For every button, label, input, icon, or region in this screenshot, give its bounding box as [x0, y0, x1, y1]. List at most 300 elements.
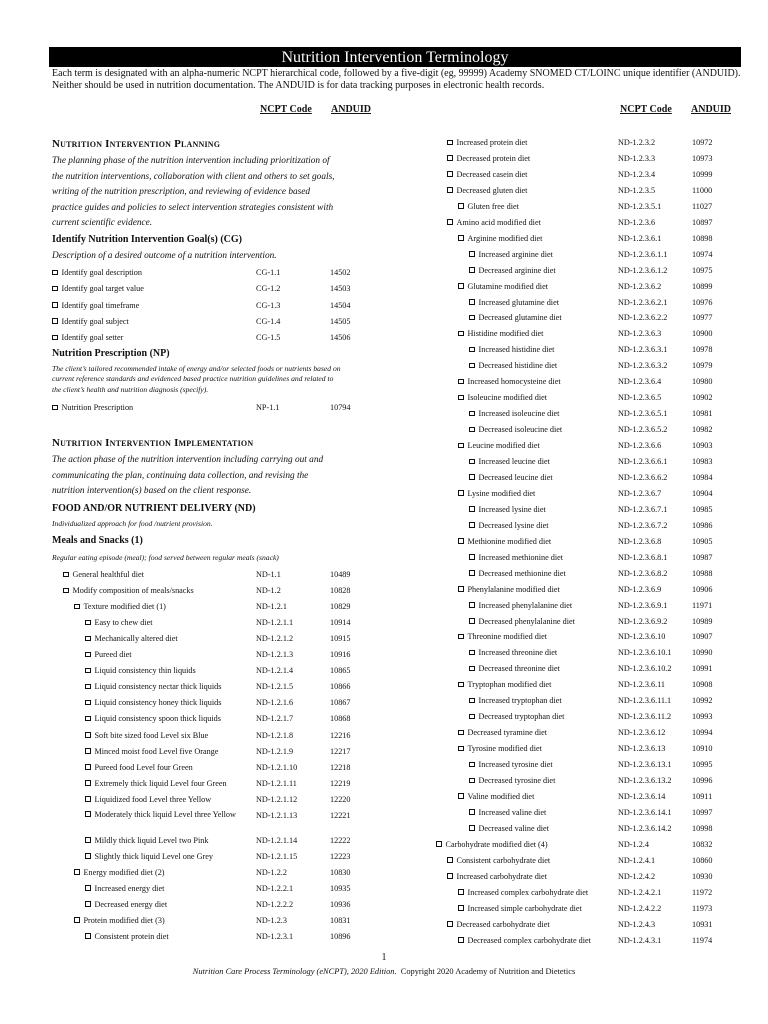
np-heading: Nutrition Prescription (NP)	[52, 348, 170, 359]
checkbox-icon	[469, 251, 475, 257]
checkbox-icon	[469, 762, 475, 768]
intro-text: Each term is designated with an alpha-numeric NCPT hierarchical code, followed by a five-digit (eg, 99999) Academy SNOMED CT/LOINC unique identifier (ANDUID). Neither should be used in nutrition documentation. The ANDUID is for data tracking purposes in electronic health records.	[52, 68, 741, 91]
term-text: Increased methionine diet	[478, 552, 564, 562]
anduid: 14506	[330, 333, 351, 343]
anduid: 10907	[692, 632, 713, 642]
term-label	[469, 646, 557, 659]
term-label	[458, 391, 547, 404]
anduid: 10868	[330, 714, 351, 724]
anduid: 12219	[330, 778, 351, 788]
checkbox-icon	[52, 318, 58, 324]
checkbox-icon	[52, 302, 58, 308]
term-row	[458, 902, 713, 915]
term-text: Increased arginine diet	[478, 249, 553, 259]
checkbox-icon	[85, 837, 91, 843]
term-label	[85, 777, 227, 790]
term-row	[63, 568, 351, 581]
term-row	[85, 777, 351, 790]
anduid: 11974	[692, 935, 713, 945]
left-ncpt-code-header: NCPT Code	[260, 104, 312, 115]
term-row	[458, 375, 713, 388]
ncpt-code: ND-1.2.3	[256, 915, 287, 925]
anduid: 11973	[692, 903, 713, 913]
checkbox-icon	[469, 650, 475, 656]
checkbox-icon	[458, 283, 464, 289]
checkbox-icon	[52, 270, 58, 276]
term-row	[52, 299, 351, 312]
checkbox-icon	[85, 636, 91, 642]
ncpt-code: ND-1.2.3.6.8.1	[618, 552, 668, 562]
term-text: Increased tryptophan diet	[478, 696, 562, 706]
term-label	[458, 583, 560, 596]
ncpt-code: ND-1.2.3.6.6.1	[618, 457, 668, 466]
anduid: 10914	[330, 618, 351, 628]
term-label	[447, 152, 530, 165]
term-row	[85, 761, 351, 774]
term-row	[458, 726, 713, 739]
anduid: 10860	[692, 855, 713, 865]
term-text: Easy to chew diet	[94, 618, 153, 628]
term-label	[458, 327, 543, 340]
term-row	[85, 664, 351, 677]
term-label	[85, 712, 221, 725]
term-label	[458, 487, 535, 500]
term-label	[458, 678, 551, 691]
ncpt-code: ND-1.2.3.6.7.1	[618, 504, 668, 514]
ncpt-code: ND-1.2.3.4	[618, 169, 656, 179]
meals-heading: Meals and Snacks (1)	[52, 535, 143, 546]
term-text: Decreased energy diet	[94, 899, 168, 909]
anduid: 10905	[692, 536, 713, 546]
anduid: 10866	[330, 682, 351, 692]
anduid: 10908	[692, 680, 713, 690]
term-row	[458, 934, 713, 947]
term-label	[469, 296, 559, 309]
nd-description: Individualized approach for food /nutrient provision.	[52, 519, 213, 528]
term-label	[85, 696, 221, 709]
anduid: 12222	[330, 835, 351, 845]
term-row	[85, 729, 351, 742]
term-label	[74, 914, 165, 927]
term-row	[458, 280, 713, 293]
ncpt-code: ND-1.2.2.1	[256, 883, 294, 893]
term-row	[85, 882, 351, 895]
term-text: Texture modified diet (1)	[83, 602, 166, 612]
term-row	[469, 646, 713, 659]
ncpt-code: ND-1.2.3.6.3.2	[618, 361, 668, 371]
term-row	[458, 583, 713, 596]
term-label	[447, 216, 541, 229]
checkbox-icon	[447, 219, 453, 225]
term-row	[85, 696, 351, 709]
term-text: Liquid consistency honey thick liquids	[94, 698, 222, 708]
ncpt-code: ND-1.2.3.5.1	[618, 201, 662, 211]
checkbox-icon	[458, 793, 464, 799]
term-label	[469, 822, 549, 835]
term-row	[469, 423, 713, 436]
anduid: 10981	[692, 409, 713, 419]
anduid: 10991	[692, 664, 713, 674]
anduid: 10832	[692, 839, 713, 849]
term-label	[458, 200, 519, 213]
anduid: 12220	[330, 794, 351, 804]
term-text: Pureed food Level four Green	[94, 762, 193, 772]
term-row	[74, 866, 351, 879]
ncpt-code: ND-1.2.3.6.13.2	[618, 776, 672, 785]
anduid: 10988	[692, 568, 713, 578]
term-row	[458, 487, 713, 500]
term-label	[469, 774, 555, 787]
term-row	[85, 930, 351, 943]
term-row	[63, 584, 351, 597]
anduid: 10899	[692, 281, 713, 291]
term-row	[447, 216, 713, 229]
term-text: Decreased histidine diet	[478, 361, 558, 371]
implementation-description: The action phase of the nutrition intervention including carrying out and communicating the plan, continuing data collection, and revising the nutrition intervention(s) based on the client response.	[52, 455, 324, 497]
anduid: 10903	[692, 441, 713, 451]
anduid: 10911	[692, 791, 713, 801]
checkbox-icon	[469, 602, 475, 608]
nd-heading: FOOD AND/OR NUTRIENT DELIVERY (ND)	[52, 503, 256, 514]
term-label	[458, 902, 582, 915]
term-text: Modify composition of meals/snacks	[72, 586, 194, 596]
term-row	[458, 200, 713, 213]
ncpt-code: ND-1.2.3.6.1.2	[618, 265, 668, 275]
ncpt-code: ND-1.2.3.6.9.1	[618, 600, 668, 610]
anduid: 10996	[692, 776, 713, 785]
term-text: Increased carbohydrate diet	[456, 871, 547, 881]
term-label	[458, 535, 551, 548]
planning-description: The planning phase of the nutrition intervention including prioritization of the nutrition interventions, collaboration with client and others to set goals, writing of the nutrition prescription, and reviewing of evidence based practice guides and policies to select intervention strategies consistent with current scientific evidence.	[52, 156, 335, 229]
term-label	[85, 898, 167, 911]
checkbox-icon	[469, 778, 475, 784]
ncpt-code: ND-1.2.1.4	[256, 666, 294, 676]
term-label	[85, 745, 218, 758]
checkbox-icon	[85, 933, 91, 939]
anduid: 11972	[692, 887, 713, 897]
right-ncpt-code-header: NCPT Code	[620, 104, 672, 115]
term-text: Phenylalanine modified diet	[467, 584, 560, 594]
anduid: 10829	[330, 602, 351, 612]
checkbox-icon	[469, 459, 475, 465]
ncpt-code: ND-1.2.3.6.14	[618, 791, 666, 801]
implementation-heading: Nutrition Intervention Implementation	[52, 437, 254, 449]
term-label	[85, 810, 250, 820]
term-text: Identify goal description	[61, 268, 142, 277]
checkbox-icon	[469, 363, 475, 369]
term-label	[52, 401, 133, 414]
term-row	[469, 359, 713, 372]
term-label	[52, 282, 144, 295]
checkbox-icon	[469, 825, 475, 831]
term-text: Increased tyrosine diet	[478, 760, 553, 770]
ncpt-code: ND-1.2.3.6.3.1	[618, 345, 668, 355]
term-text: Increased glutamine diet	[478, 297, 559, 307]
term-row	[458, 327, 713, 340]
term-label	[469, 503, 546, 516]
checkbox-icon	[52, 405, 58, 411]
ncpt-code: ND-1.2.4.1	[618, 855, 656, 865]
term-label	[469, 567, 566, 580]
term-label	[469, 471, 553, 484]
term-label	[458, 439, 540, 452]
term-text: Decreased methionine diet	[478, 568, 566, 578]
term-label	[85, 616, 152, 629]
term-row	[85, 809, 351, 835]
term-label	[52, 315, 129, 328]
term-label	[469, 359, 557, 372]
ncpt-code: ND-1.2.1.10	[256, 762, 298, 772]
term-row	[85, 632, 351, 645]
term-text: Increased histidine diet	[478, 345, 555, 355]
term-text: Increased energy diet	[94, 883, 165, 893]
ncpt-code: ND-1.2.1.12	[256, 794, 298, 804]
anduid: 10998	[692, 823, 713, 833]
anduid: 10906	[692, 584, 713, 594]
term-label	[458, 280, 548, 293]
anduid: 10794	[330, 403, 351, 412]
checkbox-icon	[447, 921, 453, 927]
term-text: Increased threonine diet	[478, 648, 558, 658]
term-row	[85, 793, 351, 806]
term-label	[52, 331, 123, 344]
anduid: 10989	[692, 616, 713, 626]
term-row	[469, 615, 713, 628]
term-row	[85, 834, 351, 847]
term-row	[469, 551, 713, 564]
checkbox-icon	[469, 554, 475, 560]
term-text: Mechanically altered diet	[94, 634, 178, 644]
term-row	[469, 822, 713, 835]
anduid: 10995	[692, 760, 713, 770]
term-text: Arginine modified diet	[467, 233, 543, 243]
ncpt-code: ND-1.2.3.6.9.2	[618, 616, 668, 626]
ncpt-code: ND-1.2.4.3.1	[618, 935, 662, 945]
ncpt-code: ND-1.2.1	[256, 602, 287, 612]
term-row	[469, 455, 713, 468]
term-row	[458, 742, 713, 755]
term-label	[447, 918, 550, 931]
left-anduid-header: ANDUID	[331, 104, 371, 115]
term-row	[469, 662, 713, 675]
term-label	[52, 266, 142, 279]
term-text: Methionine modified diet	[467, 536, 552, 546]
checkbox-icon	[469, 474, 475, 480]
term-text: Increased complex carbohydrate diet	[467, 887, 589, 897]
checkbox-icon	[458, 331, 464, 337]
ncpt-code: ND-1.2.3.6.12	[618, 728, 666, 738]
term-label	[74, 600, 166, 613]
term-text: Glutamine modified diet	[467, 281, 548, 291]
term-row	[469, 311, 713, 324]
checkbox-icon	[469, 347, 475, 353]
ncpt-code: ND-1.2.3.6.7	[618, 488, 662, 498]
goal-description: Description of a desired outcome of a nutrition intervention.	[52, 251, 277, 261]
term-row	[85, 850, 351, 863]
checkbox-icon	[458, 937, 464, 943]
checkbox-icon	[458, 490, 464, 496]
term-label	[436, 838, 548, 851]
term-label	[469, 599, 572, 612]
ncpt-code: CG-1.1	[256, 268, 281, 277]
term-label	[469, 455, 550, 468]
term-text: Increased isoleucine diet	[478, 409, 560, 419]
checkbox-icon	[447, 171, 453, 177]
anduid: 10993	[692, 712, 713, 722]
anduid: 10900	[692, 329, 713, 339]
anduid: 10980	[692, 377, 713, 387]
term-row	[85, 712, 351, 725]
anduid: 10910	[692, 744, 713, 754]
term-label	[469, 423, 562, 436]
term-label	[469, 806, 546, 819]
checkbox-icon	[63, 588, 69, 594]
anduid: 12218	[330, 762, 351, 772]
term-label	[85, 648, 132, 661]
anduid: 10898	[692, 233, 713, 243]
anduid: 12223	[330, 851, 351, 861]
ncpt-code: ND-1.2.3.6.13	[618, 744, 666, 754]
term-row	[74, 600, 351, 613]
term-row	[52, 401, 351, 414]
anduid: 10990	[692, 648, 713, 658]
ncpt-code: ND-1.2.3.5	[618, 185, 656, 195]
checkbox-icon	[469, 618, 475, 624]
term-row	[469, 503, 713, 516]
checkbox-icon	[85, 748, 91, 754]
ncpt-code: ND-1.2.3.6.8	[618, 536, 662, 546]
ncpt-code: NP-1.1	[256, 403, 280, 412]
term-row	[469, 343, 713, 356]
ncpt-code: ND-1.2.3.6.6.2	[618, 472, 668, 482]
term-row	[458, 790, 713, 803]
term-row	[458, 232, 713, 245]
term-text: Consistent carbohydrate diet	[456, 855, 551, 865]
anduid: 10897	[692, 217, 713, 227]
term-row	[469, 806, 713, 819]
term-text: Decreased leucine diet	[478, 472, 553, 482]
term-text: Increased lysine diet	[478, 504, 546, 514]
checkbox-icon	[447, 873, 453, 879]
term-text: Isoleucine modified diet	[467, 393, 548, 403]
term-text: Tyrosine modified diet	[467, 744, 542, 754]
page-number: 1	[381, 952, 387, 963]
term-label	[85, 882, 164, 895]
term-text: Protein modified diet (3)	[83, 915, 165, 925]
term-text: Valine modified diet	[467, 791, 535, 801]
checkbox-icon	[458, 586, 464, 592]
anduid: 14505	[330, 316, 351, 326]
ncpt-code: ND-1.2.3.6.4	[618, 377, 662, 387]
term-label	[85, 850, 213, 863]
checkbox-icon	[458, 889, 464, 895]
checkbox-icon	[469, 522, 475, 528]
anduid: 10865	[330, 666, 351, 676]
ncpt-code: ND-1.2.3.6.11.2	[618, 712, 672, 722]
term-label	[469, 615, 575, 628]
ncpt-code: ND-1.2.3.6.9	[618, 584, 662, 594]
term-text: Increased phenylalanine diet	[478, 600, 573, 610]
term-row	[447, 854, 713, 867]
term-label	[85, 729, 208, 742]
term-row	[469, 296, 713, 309]
anduid: 10935	[330, 883, 351, 893]
anduid: 10936	[330, 899, 351, 909]
term-label	[447, 136, 527, 149]
planning-heading: Nutrition Intervention Planning	[52, 138, 221, 150]
ncpt-code: ND-1.2	[256, 586, 281, 596]
anduid: 10977	[692, 313, 713, 323]
ncpt-code: ND-1.2.3.6.13.1	[618, 760, 672, 770]
anduid: 14502	[330, 268, 351, 277]
term-row	[469, 567, 713, 580]
term-text: Leucine modified diet	[467, 441, 540, 451]
anduid: 10931	[692, 919, 713, 929]
term-row	[469, 694, 713, 707]
ncpt-code: ND-1.2.3.6.5.2	[618, 425, 668, 435]
anduid: 10983	[692, 457, 713, 466]
checkbox-icon	[469, 698, 475, 704]
anduid: 10994	[692, 728, 713, 738]
checkbox-icon	[458, 905, 464, 911]
footer-copyright: Copyright 2020 Academy of Nutrition and Dietetics	[400, 967, 576, 976]
term-row	[447, 870, 713, 883]
term-text: Energy modified diet (2)	[83, 867, 165, 877]
checkbox-icon	[458, 379, 464, 385]
term-text: Decreased phenylalanine diet	[478, 616, 575, 626]
ncpt-code: ND-1.2.4.2.1	[618, 887, 662, 897]
term-label	[447, 184, 527, 197]
checkbox-icon	[458, 746, 464, 752]
term-text: Mildly thick liquid Level two Pink	[94, 835, 209, 845]
checkbox-icon	[85, 652, 91, 658]
anduid: 10831	[330, 915, 351, 925]
ncpt-code: ND-1.2.3.3	[618, 153, 656, 163]
term-text: Increased leucine diet	[478, 457, 550, 466]
term-text: Decreased threonine diet	[478, 664, 560, 674]
term-row	[469, 248, 713, 261]
ncpt-code: ND-1.2.1.6	[256, 698, 294, 708]
term-text: Decreased valine diet	[478, 823, 549, 833]
term-row	[458, 886, 713, 899]
ncpt-code: ND-1.2.4	[618, 839, 649, 849]
term-text: Increased valine diet	[478, 807, 547, 817]
term-row	[447, 136, 713, 149]
anduid: 11000	[692, 185, 713, 195]
term-row	[469, 758, 713, 771]
term-text: Decreased tyrosine diet	[478, 776, 556, 785]
term-text: Decreased arginine diet	[478, 265, 556, 275]
checkbox-icon	[447, 140, 453, 146]
anduid: 10978	[692, 345, 713, 355]
term-text: Decreased lysine diet	[478, 520, 549, 530]
ncpt-code: ND-1.2.3.6	[618, 217, 656, 227]
checkbox-icon	[469, 570, 475, 576]
checkbox-icon	[52, 286, 58, 292]
ncpt-code: ND-1.2.3.6.6	[618, 441, 662, 451]
term-text: Lysine modified diet	[467, 488, 536, 498]
checkbox-icon	[52, 335, 58, 341]
term-text: Decreased complex carbohydrate diet	[467, 935, 591, 945]
term-label	[447, 168, 527, 181]
anduid: 10902	[692, 393, 713, 403]
ncpt-code: ND-1.2.3.6.14.2	[618, 823, 672, 833]
term-label	[469, 551, 563, 564]
anduid: 10992	[692, 696, 713, 706]
checkbox-icon	[469, 299, 475, 305]
np-description: The client’s tailored recommended intake of energy and/or selected foods or nutrients based on current reference standards and evidenced based practice nutrition guidelines and related to the client’s health and nutrition diagnosis (specify).	[52, 364, 341, 394]
term-row	[458, 678, 713, 691]
